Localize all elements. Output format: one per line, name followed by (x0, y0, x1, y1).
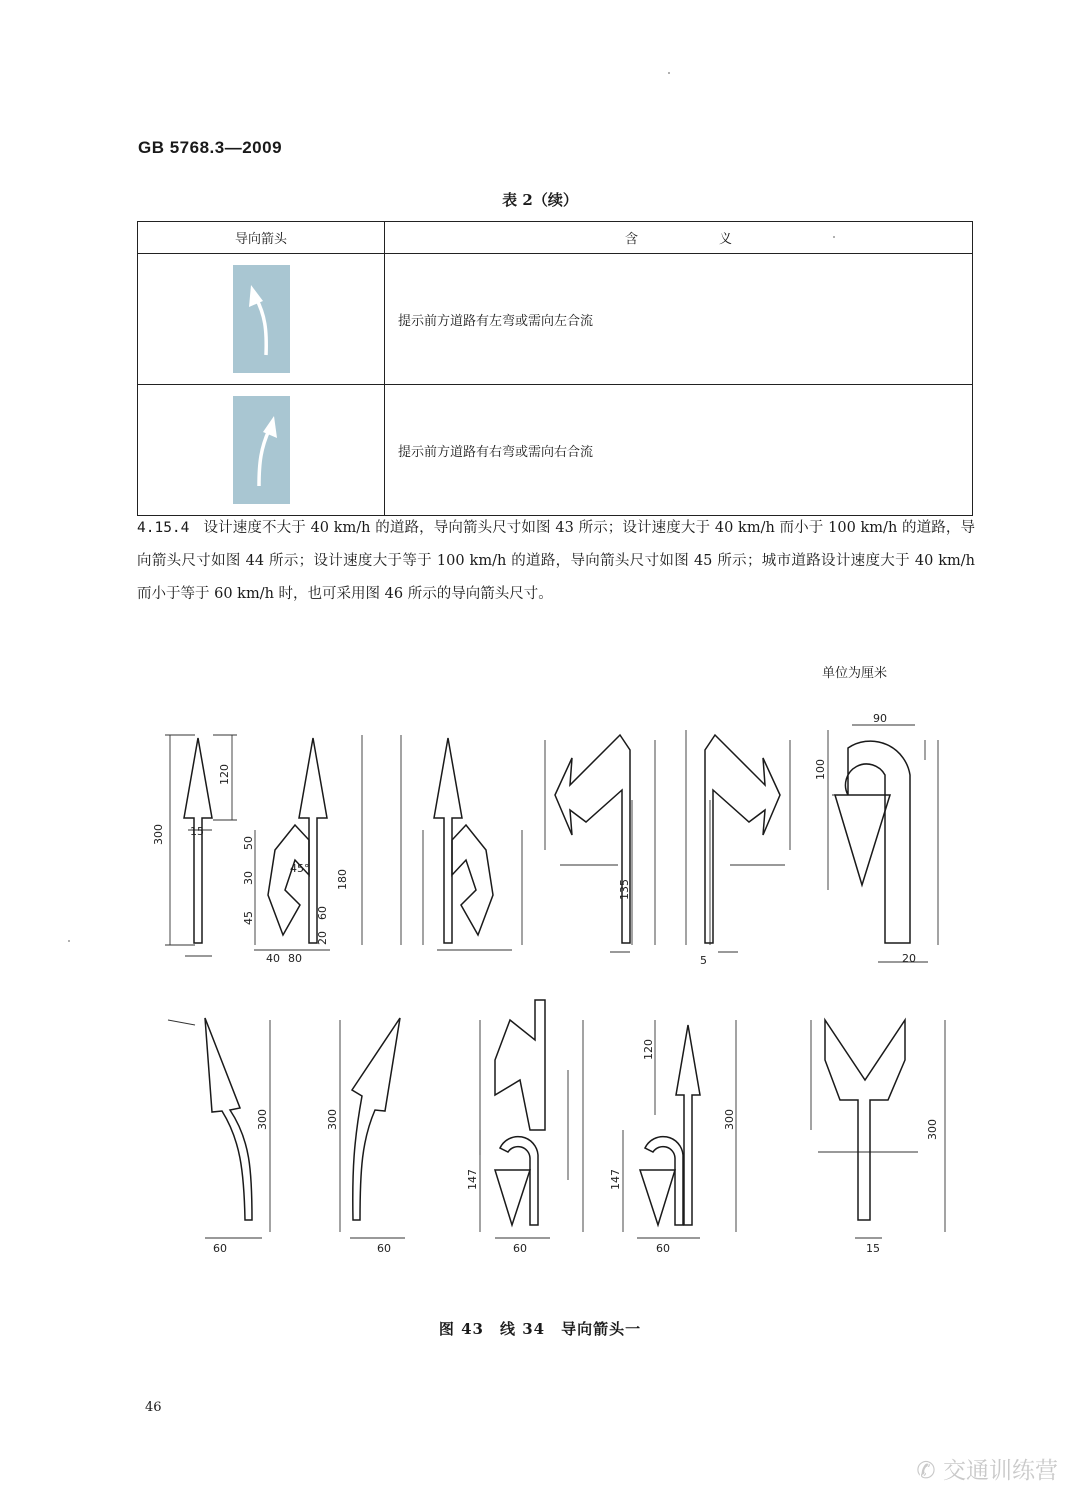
dim-label-60: 60 (377, 1242, 391, 1255)
dim-label-60: 60 (316, 906, 329, 920)
clause-text: 设计速度不大于 40 km/h 的道路，导向箭头尺寸如图 43 所示；设计速度大于 40 km/h 而小于 100 km/h 的道路，导向箭头尺寸如图 44 所示；设计速度大于等于 100 km/h 的道路，导向箭头尺寸如图 45 所示；城市道路设计速度大于 40 km/h 而小于等于 60 km/h 时，也可采用图 46 所示的导向箭头尺寸。 (137, 520, 975, 602)
dim-label-120: 120 (218, 764, 231, 785)
scan-speck (668, 72, 670, 74)
dim-label-180: 180 (336, 869, 349, 890)
dim-label-300-vertical: 300 (326, 1109, 339, 1130)
small-downward-arrowhead (495, 1170, 530, 1225)
dim-label-147: 147 (466, 1169, 479, 1190)
table-row (138, 385, 973, 516)
u-turn-small-outline (500, 1137, 538, 1225)
figure-caption: 图 43 线 34 导向箭头一 (438, 1320, 642, 1338)
guide-arrow-left-curve-icon (233, 265, 290, 373)
left-turn-arrow-outline (555, 735, 630, 943)
table-header-row (138, 222, 973, 254)
column-header-arrow: 导向箭头 (138, 222, 385, 254)
arrow-image-cell (138, 254, 385, 385)
meaning-cell: 提示前方道路有左弯或需向左合流 (385, 254, 973, 385)
standard-code: GB 5768.3—2009 (138, 138, 283, 157)
column-header-meaning (385, 222, 973, 254)
dim-label-60: 60 (513, 1242, 527, 1255)
dim-label-300-vertical: 300 (723, 1109, 736, 1130)
dimension-lines (165, 725, 945, 1238)
column-header-meaning-label: 含 义 (624, 232, 766, 247)
unit-note: 单位为厘米 (822, 666, 888, 681)
dim-label-120: 120 (642, 1039, 655, 1060)
straight-small-arrow-outline (676, 1025, 700, 1225)
right-curve-arrow-outline (352, 1018, 400, 1220)
left-branch-outline (268, 825, 309, 935)
u-turn-arrow-outline (845, 741, 910, 943)
right-turn-arrow-outline (705, 735, 780, 943)
meaning-cell: 提示前方道路有右弯或需向右合流 (385, 385, 973, 516)
clause-number: 4.15.4 (137, 520, 190, 536)
dim-label-50: 50 (242, 836, 255, 850)
watermark-text: 交通训练营 (943, 1458, 1058, 1484)
dim-label-300-vertical: 300 (926, 1119, 939, 1140)
dim-label-15: 15 (866, 1242, 880, 1255)
dim-label-30: 30 (242, 871, 255, 885)
dim-label-135: 135 (618, 879, 631, 900)
y-fork-outline (825, 1020, 905, 1220)
arrow-outlines (184, 735, 910, 1225)
dim-label-100: 100 (814, 759, 827, 780)
merge-left-outline (495, 1000, 545, 1130)
right-branch-outline (452, 825, 493, 935)
guide-arrow-table (137, 221, 973, 516)
straight-arrow-outline (434, 738, 462, 943)
straight-arrow-outline (184, 738, 212, 943)
wechat-icon: ✆ (916, 1458, 943, 1484)
dim-label-20: 20 (902, 952, 916, 965)
table-row (138, 254, 973, 385)
u-turn-arrowhead-outline (835, 795, 890, 885)
dim-label-45-degree: 45° (290, 862, 310, 875)
clause-paragraph (137, 512, 975, 611)
dim-label-15: 15 (190, 825, 204, 838)
arrow-image-cell (138, 385, 385, 516)
dim-label-40: 40 (266, 952, 280, 965)
dim-label-80: 80 (288, 952, 302, 965)
u-turn-small-2-outline (645, 1137, 683, 1225)
watermark (916, 1452, 1058, 1485)
guide-arrow-right-curve-icon (233, 396, 290, 504)
table-title: 表 2（续） (502, 191, 578, 209)
dim-label-147: 147 (609, 1169, 622, 1190)
dim-label-90: 90 (873, 712, 887, 725)
dim-label-60: 60 (656, 1242, 670, 1255)
page-number: 46 (145, 1400, 162, 1415)
dim-label-45: 45 (242, 911, 255, 925)
small-downward-arrowhead (640, 1170, 675, 1225)
dim-label-300-vertical: 300 (152, 824, 165, 845)
dim-label-60: 60 (213, 1242, 227, 1255)
dim-label-5: 5 (700, 954, 707, 967)
figure-43-arrow-dimension-drawings (0, 700, 1080, 1300)
dim-label-300-vertical: 300 (256, 1109, 269, 1130)
left-curve-arrow-outline (205, 1018, 252, 1220)
dim-label-20: 20 (316, 931, 329, 945)
